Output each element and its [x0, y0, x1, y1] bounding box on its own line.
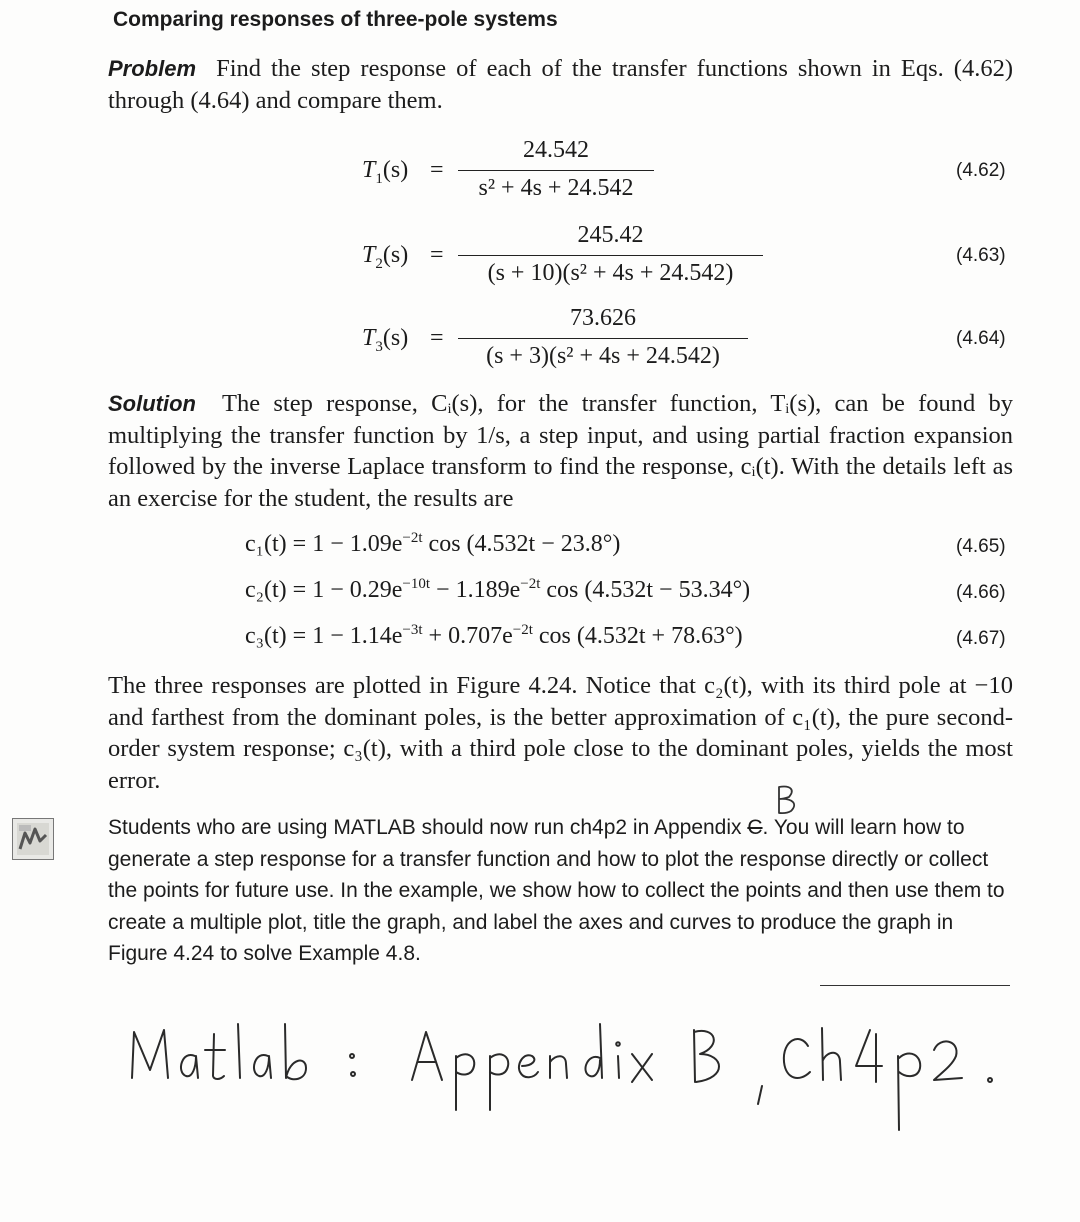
problem-paragraph — [108, 53, 1013, 116]
eq-4-62-equals: = — [430, 157, 444, 183]
section-title: Comparing responses of three-pole systems — [113, 8, 558, 31]
eq-4-63-fraction — [458, 222, 763, 287]
appendix-letter-struck: C — [747, 816, 763, 839]
matlab-word: MATLAB — [333, 816, 416, 839]
eq-4-64-equals: = — [430, 325, 444, 351]
eq-4-64-denominator: (s + 3)(s² + 4s + 24.542) — [458, 338, 748, 370]
solution-paragraph — [108, 388, 1013, 514]
eq-4-62-numerator: 24.542 — [523, 137, 589, 163]
eq-4-64-fraction — [458, 305, 748, 370]
problem-label: Problem — [108, 56, 197, 81]
eq-4-63-denominator: (s + 10)(s² + 4s + 24.542) — [458, 255, 763, 287]
eq-4-67-number: (4.67) — [956, 628, 1006, 649]
eq-4-64-number: (4.64) — [956, 328, 1006, 349]
eq-4-66: $c_2(t) = 1 - 0.29e^{-10t} - 1.189e^{-2t}$ cos (4.532t − 53.34°) — [245, 576, 751, 603]
eq-4-63-lhs: $T_2(s)$ — [362, 242, 409, 272]
handwritten-note-drawing — [0, 1010, 1080, 1160]
solution-text: The step response, Cᵢ(s), for the transfer function, Tᵢ(s), can be found by multiplying the transfer function by 1/s, a step input, and using partial fraction expansion followed by the inverse Laplace transform to find the response, cᵢ(t). With the details left as an exercise for the student, the results are — [108, 390, 1014, 512]
eq-4-62-fraction — [458, 137, 654, 202]
eq-4-63-equals: = — [430, 242, 444, 268]
eq-4-65-number: (4.65) — [956, 536, 1006, 557]
discussion-paragraph: The three responses are plotted in Figure 4.24. Notice that c₂(t), with its third pole at −10 and farthest from the dominant poles, is the better approximation of c₁(t), the pure second-order system response; c₃(t), with a third pole close to the dominant poles, yields the most error. — [108, 672, 1013, 794]
eq-4-62-lhs: $T_1(s)$ — [362, 157, 409, 187]
eq-4-67: $c_3(t) = 1 - 1.14e^{-3t} + 0.707e^{-2t}$ cos (4.532t + 78.63°) — [245, 622, 743, 649]
eq-4-62-denominator: s² + 4s + 24.542 — [458, 170, 654, 202]
eq-4-64-lhs: $T_3(s)$ — [362, 325, 409, 355]
handwritten-note — [0, 1010, 1080, 1165]
eq-4-62-number: (4.62) — [956, 160, 1006, 181]
matlab-note: Students who are using MATLAB should now run ch4p2 in Appendix C. You will learn how to generate a step response for a transfer function and how to plot the response directly or collect the points for future use. In the example, we show how to collect the points and then use them to create a multiple plot, title the graph, and label the axes and curves to produce the graph in Figure 4.24 to solve Example 4.8. — [108, 816, 1005, 965]
eq-4-63-numerator: 245.42 — [577, 222, 644, 248]
eq-4-65: $c_1(t) = 1 - 1.09e^{-2t}$ cos (4.532t − 23.8°) — [245, 530, 621, 557]
eq-4-66-number: (4.66) — [956, 582, 1006, 603]
problem-text: Find the step response of each of the transfer functions shown in Eqs. (4.62) through (4.64) and compare them. — [108, 55, 1014, 114]
eq-4-63-number: (4.63) — [956, 245, 1006, 266]
matlab-icon — [12, 818, 54, 860]
eq-4-64-numerator: 73.626 — [570, 305, 636, 331]
solution-label: Solution — [108, 391, 196, 416]
divider-rule — [820, 985, 1010, 986]
